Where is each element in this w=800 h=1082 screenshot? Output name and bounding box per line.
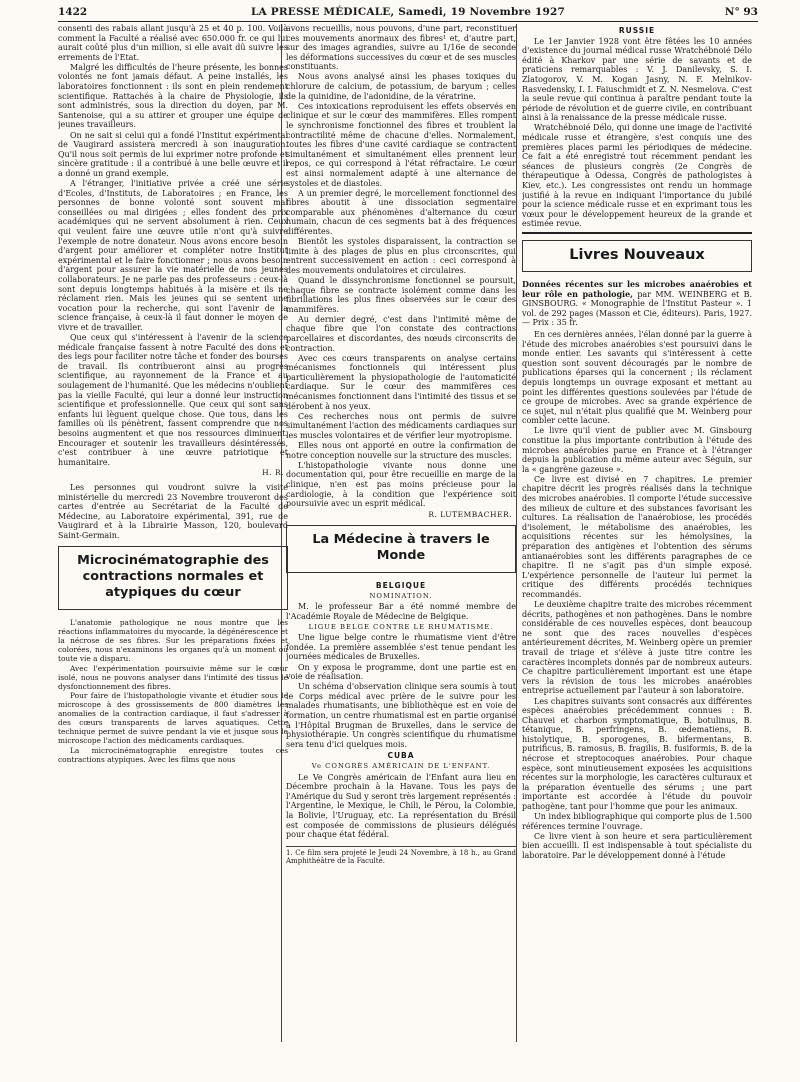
paragraph: Au dernier degré, c'est dans l'intimité même de chaque fibre que l'on constate des contractions parcellaires et discordantes, des nœuds circonscrits de contraction.: [286, 314, 516, 353]
paragraph: A un premier degré, le morcellement fonctionnel des fibres aboutit à une dissociation segmentaire comparable aux phénomènes d'alternance du cœur humain, chacun de ces segments bat à des fréquences différentes.: [286, 188, 516, 236]
article-title-box: [58, 546, 288, 610]
column-2: [286, 24, 516, 866]
paragraph: Les chapitres suivants sont consacrés aux différentes espèces anaérobies précédemment connues : B. Chauvei et charbon symptomatique, B. botulinus, B. tétanique, B. perfringens, B. œdematiens, B. histolytique, B. sporogenes, B. bifermentans, B. putrificus, B. ramosus, B. fragilis, B. fusiformis, B. de la nécrose et streptocoques anaérobies. Pour chaque espèce, sont minutieusement exposées les acquisitions récentes sur la morphologie, les caractères culturaux et la préparation éventuelle des sérums ; une part importante est accordée à l'étude du pouvoir pathogène, tant pour l'homme que pour les animaux.: [522, 696, 752, 812]
paragraph: L'histopathologie vivante nous donne une documentation qui, pour être recueillie en marge de la clinique, n'en est pas moins précieuse pour la cardiologie, à la condition que l'expérience soit poursuivie avec un esprit médical.: [286, 460, 516, 509]
paragraph: Que ceux qui s'intéressent à l'avenir de la science médicale française fassent à notre Faculté des dons et des legs pour faciliter notre tâche et fonder des bourses de travail. Ils contribueront ainsi au progrès scientifique, au rayonnement de la France et au soulagement de l'humanité. Que les médecins n'oublient pas la vieille Faculté, qui leur a donné leur instruction scientifique et professionnelle. Que ceux qui sont sans enfants lui lèguent quelque chose. Que tous, dans les familles où ils pénètrent, fassent comprendre que nos besoins augmentent et que nos ressources diminuent. Encourager et soutenir les travailleurs désintéressés, c'est contribuer à une œuvre patriotique et humanitaire.: [58, 333, 288, 467]
section-title: Livres Nouveaux: [569, 246, 705, 263]
country-heading-belgique: BELGIQUE: [375, 581, 427, 591]
paragraph: avons recueillis, nous pouvons, d'une part, reconstituer ces mouvements anormaux des fibres¹ et, d'autre part, sur des images agrandies, suivre au 1/16e de seconde les déformations successives du cœur et de ses muscles constituants.: [286, 24, 516, 72]
paragraph: Le livre qu'il vient de publier avec M. Ginsbourg constitue la plus importante contribution à l'étude des microbes anaérobies parue en France et à l'étranger depuis la publication du même auteur avec Séguin, sur la « gangrène gazeuse ».: [522, 426, 752, 474]
country-heading-russie: RUSSIE: [618, 26, 656, 35]
paragraph: Un schéma d'observation clinique sera soumis à tout le Corps médical avec prière de le suivre pour les malades rhumatisants, une bibliothèque est en voie de formation, un centre rhumatismal est en partie organisé à l'Hôpital Brugman de Bruxelles, dans le service de physiothérapie. Un congrès scientifique du rhumatisme sera tenu d'ici quelques mois.: [286, 682, 516, 749]
paragraph: On ne sait si celui qui a fondé l'Institut expérimental de Vaugirard assistera mercredi à son inauguration. Qu'il nous soit permis de lui exprimer notre profonde et sincère gratitude : il a contribué à une belle œuvre et il a donné un grand exemple.: [58, 130, 288, 178]
article-title: Microcinématographie des contractions normales et atypiques du cœur: [77, 553, 269, 601]
column-rule-right: [516, 24, 517, 1042]
paragraph: Ce livre vient à son heure et sera particulièrement bien accueilli. Il est indispensable à tout spécialiste du laboratoire. Par le développement donné à l'étude: [522, 831, 752, 860]
paragraph: Pour faire de l'histopathologie vivante et étudier sous le microscope à des grossissements de 800 diamètres les anomalies de la contraction cardiaque, il faut s'adresser à des cœurs transparents de larves aquatiques. Cette technique permet de suivre pendant la vie et jusque sous le microscope l'action des médicaments cardiaques.: [58, 691, 288, 746]
paragraph: Elles nous ont apporté en outre la confirmation de notre conception nouvelle sur la structure des muscles.: [286, 441, 516, 460]
author-signature: R. LUTEMBACHER.: [428, 509, 512, 519]
paragraph: Avec l'expérimentation poursuivie même sur le cœur isolé, nous ne pouvons analyser dans l'intimité des tissus le dysfonctionnement des fibres.: [58, 663, 288, 691]
section-divider: [522, 232, 752, 234]
paragraph: En ces dernières années, l'élan donné par la guerre à l'étude des microbes anaérobies s'est poursuivi dans le monde entier. Les savants qui s'intéressent à cette question sont souvent découragés par le nombre de publications éparses qui la concernent ; ils réclament depuis longtemps un ouvrage exposant et mettant au point les différentes questions soulevées par l'étude de ce groupe de microbes. Avec sa grande expérience de ce sujet, nul n'était plus qualifié que M. Weinberg pour combler cette lacune.: [522, 329, 752, 426]
paragraph: Une ligue belge contre le rhumatisme vient d'être fondée. La première assemblée s'est tenue pendant les journées médicales de Bruxelles.: [286, 633, 516, 662]
paragraph: Quand le dissynchronisme fonctionnel se poursuit, chaque fibre se contracte isolément comme dans les fibrillations les plus fines observées sur le cœur des mammifères.: [286, 275, 516, 314]
paragraph: Ces recherches nous ont permis de suivre simultanément l'action des médicaments cardiaques sur les muscles volontaires et de vérifier leur myotropisme.: [286, 411, 516, 440]
paragraph: Ce livre est divisé en 7 chapitres. Le premier chapitre décrit les progrès réalisés dans la technique des microbes anaérobies. Il comporte l'étude successive des milieux de culture et des substances favorisant les cultures. La réalisation de l'anaérobiose, les procédés d'isolement, le métabolisme des anaérobies, les acquisitions récentes sur les hémolysines, la préparation des antigènes et l'obtention des sérums antianaérobies sont les différents paragraphes de ce chapitre. Il ne s'agit pas d'un simple exposé. L'expérience personnelle de l'auteur lui permet la critique des différents procédés techniques recommandés.: [522, 474, 752, 599]
column-3: [522, 24, 752, 861]
paragraph: Wratchébnoié Délo, qui donne une image de l'activité médicale russe et étrangère, s'est conquis une des premières places parmi les périodiques de médecine. Ce fait a été enregistré tout récemment pendant les séances de plusieurs congrès (2e Congrès de thérapeutique à Odessa, Congrès de pathologistes à Kiev, etc.). Les congressistes ont rendu un hommage justifié à la revue en indiquant l'importance du jubilé pour la science médicale russe et en exprimant tous les vœux pour le développement heureux de la grande et estimée revue.: [522, 123, 752, 229]
paragraph: Le deuxième chapitre traite des microbes récemment décrits, pathogènes et non pathogènes. Dans le nombre considérable de ces nouvelles espèces, dont beaucoup ne sont que des races nouvelles d'espèces antérieurement décrites, M. Weinberg opère un premier travail de triage et s'élève à juste titre contre les caractères incomplets donnés par de nombreux auteurs. Ce chapitre particulièrement important est une étape vers la révision de tous les microbes anaérobies entreprise actuellement par l'auteur à son laboratoire.: [522, 600, 752, 696]
paragraph: Nous avons analysé ainsi les phases toxiques du chlorure de calcium, de potassium, de baryum ; celles de la quinidine, de l'adonidine, de la vératrine.: [286, 72, 516, 101]
section-title-box: [522, 240, 752, 272]
paragraph: La microcinématographie enregistre toutes ces contractions atypiques. Avec les films que nous: [58, 745, 288, 764]
paragraph: Le Ve Congrès américain de l'Enfant aura lieu en Décembre prochain à la Havane. Tous les pays de l'Amérique du Sud y seront très largement représentés : l'Argentine, le Mexique, le Chili, le Pérou, la Colombie, la Bolivie, l'Uruguay, etc. La représentation du Brésil est composée de commissions de plusieurs délégués pour chaque état fédéral.: [286, 772, 516, 840]
column-1: [58, 24, 288, 764]
paragraph: M. le professeur Bar a été nommé membre de l'Académie Royale de Médecine de Belgique.: [286, 602, 516, 622]
paragraph: Malgré les difficultés de l'heure présente, les bonnes volontés ne font jamais défaut. A peine installés, les laboratoires fonctionnent : ils sont en plein rendement scientifique. Rattachés à la chaire de Physiologie, ils sont administrés, sous la direction du doyen, par M. Santenoise, qui a su attirer et grouper une équipe de jeunes travailleurs.: [58, 62, 288, 130]
issue-number: N° 93: [724, 6, 758, 18]
section-title-box: [286, 525, 516, 573]
paragraph: Un index bibliographique qui comporte plus de 1.500 références termine l'ouvrage.: [522, 812, 752, 831]
subheading: LIGUE BELGE CONTRE LE RHUMATISME.: [308, 622, 494, 631]
book-reference: [522, 280, 752, 328]
section-title: La Médecine à travers le Monde: [312, 532, 490, 564]
footnote: 1. Ce film sera projeté le Jeudi 24 Novembre, à 18 h., au Grand Amphithéâtre de la Faculté.: [286, 846, 516, 866]
paragraph: A l'étranger, l'initiative privée a créé une série d'Ecoles, d'Instituts, de Laboratoires ; en France, les personnes de bonne volonté sont souvent mal conseillées ou mal dirigées ; elles fondent des prix académiques qui ne servent absolument à rien. Ceux qui veulent faire une œuvre utile n'ont qu'à suivre l'exemple de notre donateur. Nous avons encore besoin d'argent pour améliorer et compléter notre Institut expérimental et le faire fonctionner ; nous avons besoin d'argent pour assurer la vie matérielle de nos jeunes collaborateurs. Je ne parle pas des professeurs : ceux-là sont depuis longtemps habitués à la misère et ils ne réclament rien. Mais les jeunes qui se sentent une vocation pour la recherche, qui sont l'avenir de la science française, à ceux-là il faut donner le moyen de vivre et de travailler.: [58, 179, 288, 332]
book-title: Données récentes sur les microbes anaérobies et leur rôle en pathologie,: [522, 278, 752, 299]
paragraph: Avec ces cœurs transparents on analyse certains mécanismes fonctionnels qui intéressent plus particulièrement la physiopathologie de l'automaticité cardiaque. Sur le cœur des mammifères ces mécanismes fonctionnent dans l'intimité des tissus et se dérobent à nos yeux.: [286, 353, 516, 411]
paragraph: Ces intoxications reproduisent les effets observés en clinique et sur le cœur des mammifères. Elles rompent le synchronisme fonctionnel des fibres et troublent la contractilité même de chacune d'elles. Normalement, toutes les fibres d'une cavité cardiaque se contractent simultanément et simultanément elles prennent leur repos, ce qui correspond à l'état réfractaire. Le cœur est ainsi normalement adapté à une alternance de systoles et de diastoles.: [286, 101, 516, 188]
subheading: NOMINATION.: [369, 591, 433, 600]
page-header: [58, 4, 758, 22]
paragraph: Le 1er Janvier 1928 vont être fêtées les 10 années d'existence du journal médical russe Wratchébnoié Délo édité à Kharkov par une série de savants et de praticiens remarquables : V. J. Danilevsky, S. I. Zlatogorov, V. M. Kogan Jasny, N. F. Melnikov-Rasvedensky, I. I. Faiuschmidt et Z. N. Nesmelova. C'est la seule revue qui continua à paraître pendant toute la période de révolution et de guerre civile, en contribuant ainsi à la renaissance de la presse médicale russe.: [522, 36, 752, 123]
book-details: par MM. WEINBERG et B. GINSBOURG. « Monographie de l'Institut Pasteur ». 1 vol. de 292 pages (Masson et Cie, éditeurs). Paris, 1927. — Prix : 35 fr.: [522, 289, 752, 328]
author-signature: H. R.: [262, 468, 284, 478]
paragraph: L'anatomie pathologique ne nous montre que les réactions inflammatoires du myocarde, la dégénérescence et la nécrose de ses fibres. Sur les préparations fixées et colorées, nous n'examinons les organes qu'à un moment où toute vie a disparu.: [58, 618, 288, 664]
page-number: 1422: [58, 6, 88, 18]
paragraph: consenti des rabais allant jusqu'à 25 et 40 p. 100. Voilà comment la Faculté a réalisé avec 650.000 fr. ce qui lui aurait coûté plus d'un million, si elle avait dû suivre les errements de l'Etat.: [58, 24, 288, 62]
country-heading-cuba: CUBA: [387, 751, 415, 761]
paragraph: On y exposa le programme, dont une partie est en voie de réalisation.: [286, 662, 516, 682]
journal-title: LA PRESSE MÉDICALE, Samedi, 19 Novembre 1927: [250, 6, 566, 18]
paragraph: Bientôt les systoles disparaissent, la contraction se limite à des plages de plus en plus circonscrites, qui entrent successivement en action : ceci correspond à des mouvements ondulatoires et circulaires.: [286, 237, 516, 275]
subheading: Ve CONGRÈS AMÉRICAIN DE L'ENFANT.: [311, 761, 491, 770]
paragraph: Les personnes qui voudront suivre la visite ministérielle du mercredi 23 Novembre trouveront des cartes d'entrée au Secrétariat de la Faculté de Médecine, au Laboratoire expérimental, 391, rue de Vaugirard et à la Librairie Masson, 120, boulevard Saint-Germain.: [58, 482, 288, 540]
